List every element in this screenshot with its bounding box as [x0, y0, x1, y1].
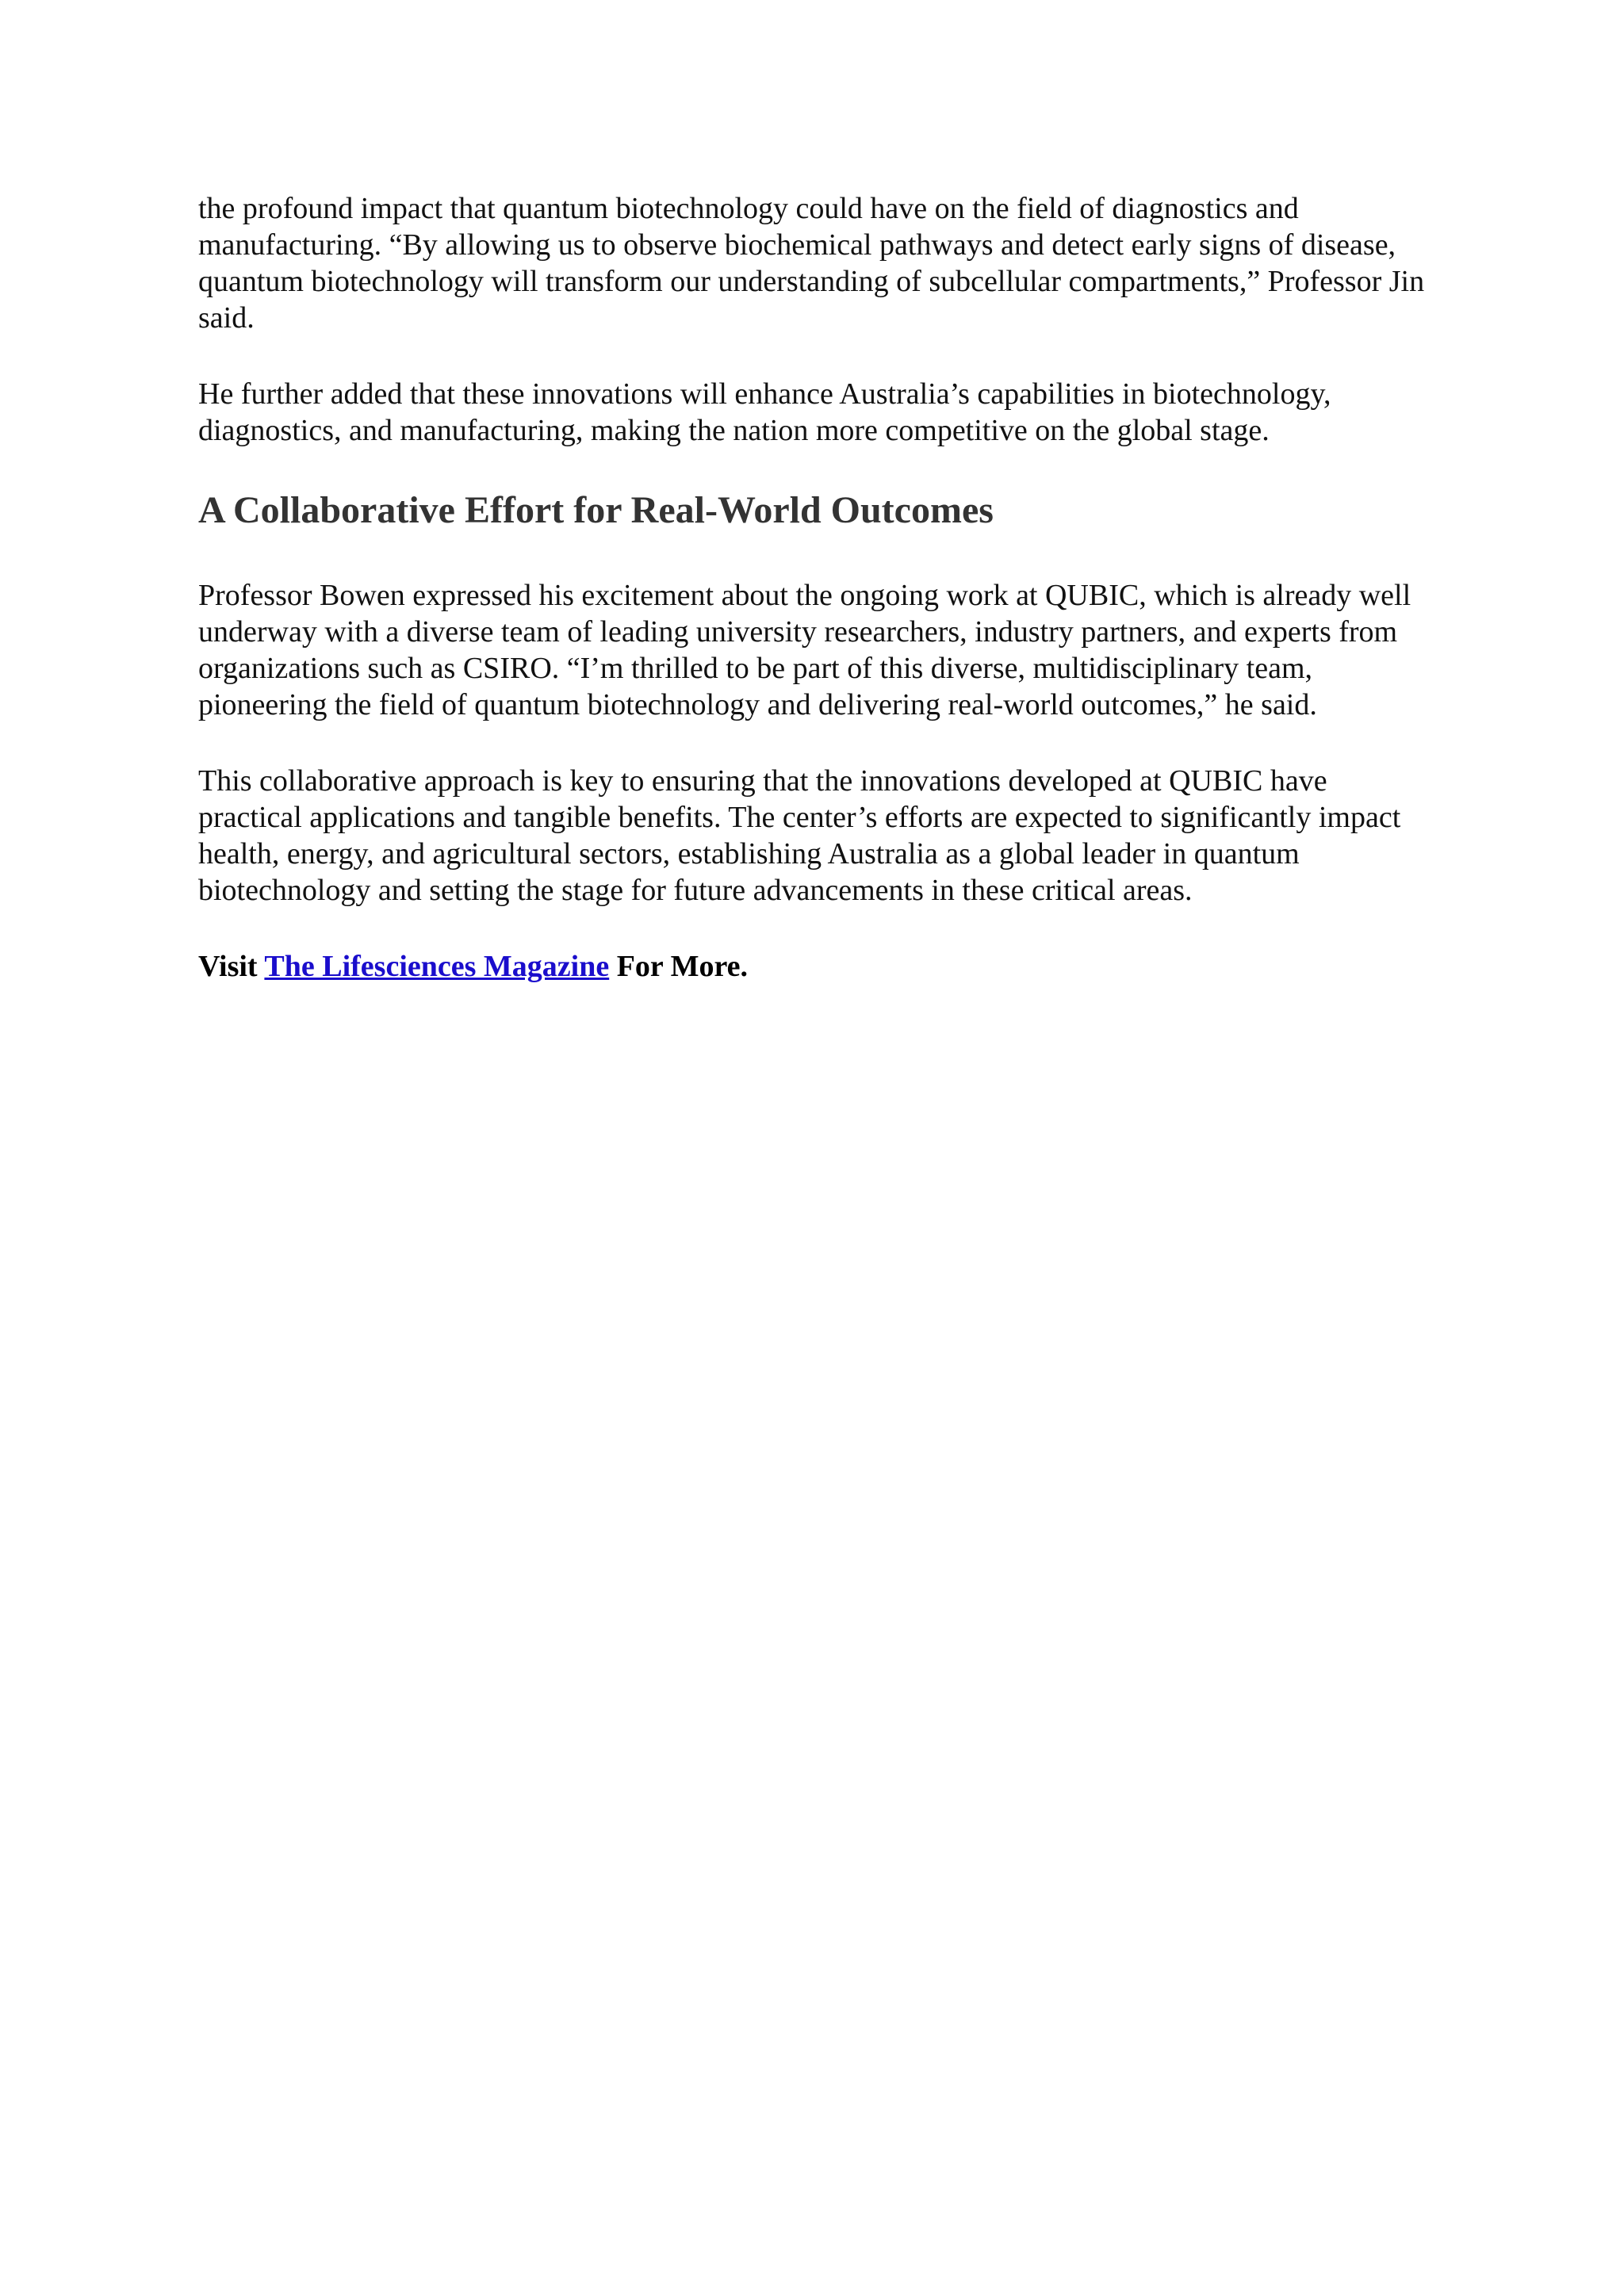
- lifesciences-magazine-link[interactable]: The Lifesciences Magazine: [264, 950, 610, 983]
- visit-suffix: For More.: [609, 950, 749, 983]
- document-page: [198, 190, 1435, 985]
- section-heading: A Collaborative Effort for Real-World Outcomes: [198, 489, 994, 531]
- paragraph-capabilities: He further added that these innovations will enhance Australia’s capabilities in biotechnology, diagnostics, and manufacturing, making the nation more competitive on the global stage.: [198, 377, 1331, 447]
- visit-line: [198, 948, 1435, 985]
- visit-prefix: Visit: [198, 950, 265, 983]
- paragraph-jin-quote: the profound impact that quantum biotechnology could have on the field of diagnostics and manufacturing. “By allowing us to observe biochemical pathways and detect early signs of disease, quantum biotechnology will transform our understanding of subcellular compartments,” Professor Jin said.: [198, 192, 1425, 335]
- paragraph-collaborative-approach: This collaborative approach is key to ensuring that the innovations developed at QUBIC have practical applications and tangible benefits. The center’s efforts are expected to significantly impact health, energy, and agricultural sectors, establishing Australia as a global leader in quantum biotechnology and setting the stage for future advancements in these critical areas.: [198, 764, 1401, 907]
- paragraph-bowen-quote: Professor Bowen expressed his excitement about the ongoing work at QUBIC, which is already well underway with a diverse team of leading university researchers, industry partners, and experts from organizations such as CSIRO. “I’m thrilled to be part of this diverse, multidisciplinary team, pioneering the field of quantum biotechnology and delivering real-world outcomes,” he said.: [198, 579, 1411, 721]
